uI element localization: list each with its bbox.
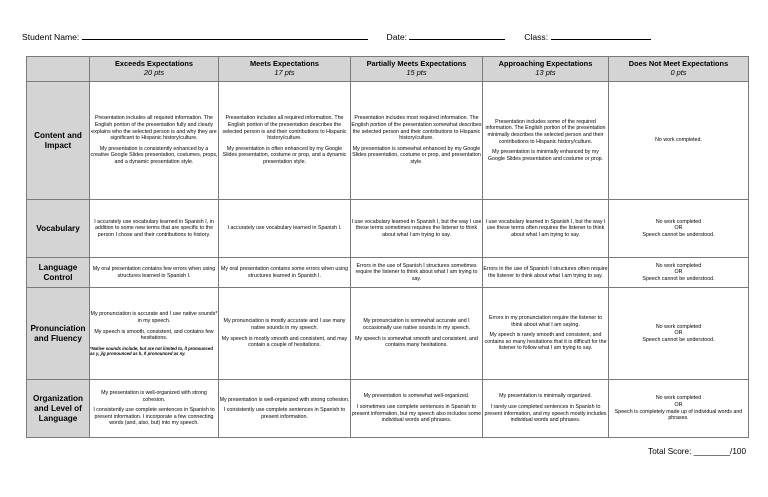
rubric-row bbox=[27, 288, 749, 380]
cell-approaching bbox=[483, 200, 609, 258]
cell-text: Presentation includes all required information. The English portion of the presentation fully and clearly explains who the selected person is and why they are significant to Hispanic history/culture. bbox=[91, 115, 217, 142]
cell-text: I consistently use complete sentences in Spanish to present information. I incorporate a few connecting words (and, also, but) into my speech. bbox=[93, 407, 215, 427]
cell-partially-meets bbox=[351, 200, 483, 258]
cell-text: I accurately use vocabulary learned in Spanish I, in addition to some new terms that are specific to the person I chose and their contributions to history. bbox=[94, 218, 214, 238]
cell-text: My presentation is well-organized with strong cohesion. bbox=[219, 396, 350, 403]
cell-text: I consistently use complete sentences in Spanish to present information. bbox=[223, 407, 346, 420]
cell-partially-meets bbox=[351, 288, 483, 380]
rubric-header-row bbox=[27, 57, 749, 82]
cell-exceeds bbox=[90, 200, 219, 258]
cell-text: I sometimes use complete sentences in Spanish to present information, but my speech also includes some individual words and phrases. bbox=[351, 403, 482, 424]
cell-text: My speech is mostly smooth and consistent, and may contain a couple of hesitations. bbox=[221, 335, 348, 349]
cell-text: No work completed. bbox=[655, 137, 702, 144]
cell-does-not-meet bbox=[609, 82, 749, 200]
class-label: Class: bbox=[524, 32, 549, 42]
cell-text: My presentation is well-organized with strong cohesion. bbox=[101, 390, 207, 403]
cell-text: Errors in the use of Spanish I structures often require the listener to think about what I am trying to say. bbox=[483, 265, 608, 279]
rubric-row bbox=[27, 82, 749, 200]
cell-text: My presentation is minimally enhanced by my Google Slides presentation and costume or prop. bbox=[487, 149, 604, 162]
date-field[interactable] bbox=[409, 31, 505, 40]
cell-exceeds bbox=[90, 288, 219, 380]
rubric-row bbox=[27, 380, 749, 438]
cell-text: Presentation includes some of the required information. The English portion of the presentation minimally describes the selected person and their contributions to Hispanic history/culture. bbox=[485, 118, 606, 145]
cell-approaching bbox=[483, 258, 609, 288]
cell-text: Speech cannot be understood. bbox=[642, 275, 715, 282]
cell-text: Presentation includes all required information. The English portion of the presentation describes the selected person is and their contributions to Hispanic history/culture. bbox=[222, 115, 347, 142]
footnote: *Native sounds include, but are not limited to, ll pronounced as y, j/g pronounced as h, ñ pronounced as ny. bbox=[90, 345, 213, 356]
cell-text: No work completed bbox=[655, 218, 702, 225]
cell-exceeds bbox=[90, 380, 219, 438]
cell-exceeds bbox=[90, 82, 219, 200]
cell-text: I accurately use vocabulary learned in Spanish I. bbox=[227, 225, 342, 232]
cell-text: My presentation is often enhanced by my Google Slides presentation, costume or prop, and a dynamic presentation style. bbox=[222, 145, 347, 165]
cell-text: My speech is rarely smooth and consistent, and contains so many hesitations that it is difficult for the listener to follow what I am trying to say. bbox=[484, 332, 607, 352]
cell-partially-meets bbox=[351, 258, 483, 288]
student-header bbox=[22, 31, 651, 42]
cell-meets bbox=[219, 258, 351, 288]
col-header-meets: Meets Expectations 17 pts bbox=[219, 57, 351, 82]
cell-text: No work completed bbox=[655, 262, 702, 269]
cell-text: My speech is somewhat smooth and consistent, and contains many hesitations. bbox=[355, 335, 478, 349]
row-header: Content and Impact bbox=[27, 82, 90, 200]
date-label: Date: bbox=[386, 32, 408, 42]
row-header: Language Control bbox=[27, 258, 90, 288]
cell-approaching bbox=[483, 82, 609, 200]
cell-text: No work completed bbox=[655, 323, 702, 330]
cell-does-not-meet bbox=[609, 380, 749, 438]
total-score: Total Score: ________/100 bbox=[648, 447, 746, 456]
cell-approaching bbox=[483, 288, 609, 380]
cell-text: My oral presentation contains few errors when using structures learned in Spanish I. bbox=[92, 265, 216, 279]
cell-text: OR bbox=[674, 401, 683, 408]
cell-text: My pronunciation is accurate and I use native sounds* in my speech. bbox=[90, 311, 218, 324]
col-header-partially-meets: Partially Meets Expectations 15 pts bbox=[351, 57, 483, 82]
cell-meets bbox=[219, 200, 351, 258]
cell-meets bbox=[219, 380, 351, 438]
cell-meets bbox=[219, 82, 351, 200]
cell-text: My presentation is somewhat enhanced by my Google Slides presentation, costume or prop, and presentation style. bbox=[352, 145, 481, 165]
cell-does-not-meet bbox=[609, 258, 749, 288]
rubric-row bbox=[27, 258, 749, 288]
col-header-exceeds: Exceeds Expectations 20 pts bbox=[90, 57, 219, 82]
cell-does-not-meet bbox=[609, 288, 749, 380]
rubric-row bbox=[27, 200, 749, 258]
cell-text: Errors in my pronunciation require the listener to think about what I am saying. bbox=[488, 315, 603, 328]
cell-text: My oral presentation contains some errors when using structures learned in Spanish I. bbox=[220, 265, 349, 279]
class-field[interactable] bbox=[551, 31, 651, 40]
cell-text: My presentation is consistently enhanced by a creative Google Slides presentation, costumes, props, and a dynamic presentation style. bbox=[90, 145, 218, 165]
cell-text: Speech is completely made up of individual words and phrases. bbox=[614, 408, 743, 422]
cell-does-not-meet bbox=[609, 200, 749, 258]
cell-exceeds bbox=[90, 258, 219, 288]
cell-text: My speech is smooth, consistent, and contains few hesitations. bbox=[94, 328, 214, 342]
row-header: Pronunciation and Fluency bbox=[27, 288, 90, 380]
cell-text: OR bbox=[674, 225, 683, 232]
cell-text: I use vocabulary learned in Spanish I, but the way I use these terms often requires the listener to think about what I am trying to say. bbox=[485, 218, 606, 238]
cell-text: No work completed bbox=[655, 395, 702, 402]
col-header-approaching: Approaching Expectations 13 pts bbox=[483, 57, 609, 82]
cell-text: My pronunciation is somewhat accurate and I occasionally use native sounds in my speech. bbox=[362, 318, 471, 331]
col-header-does-not-meet: Does Not Meet Expectations 0 pts bbox=[609, 57, 749, 82]
cell-text: My presentation is minimally organized. bbox=[499, 393, 592, 400]
row-header: Vocabulary bbox=[27, 200, 90, 258]
student-name-label: Student Name: bbox=[22, 32, 80, 42]
cell-text: My pronunciation is mostly accurate and I use many native sounds in my speech. bbox=[223, 318, 346, 331]
cell-partially-meets bbox=[351, 380, 483, 438]
rubric-table bbox=[26, 56, 749, 438]
cell-text: OR bbox=[674, 269, 683, 276]
cell-text: My presentation is somewhat well-organized. bbox=[363, 393, 470, 400]
cell-text: OR bbox=[674, 330, 683, 337]
cell-text: Errors in the use of Spanish I structures sometimes require the listener to think about what I am trying to say. bbox=[355, 262, 478, 282]
row-header: Organization and Level of Language bbox=[27, 380, 90, 438]
cell-partially-meets bbox=[351, 82, 483, 200]
cell-approaching bbox=[483, 380, 609, 438]
cell-text: I use vocabulary learned in Spanish I, but the way I use these terms sometimes requires the listener to think about what I am trying to say. bbox=[351, 218, 482, 238]
student-name-field[interactable] bbox=[82, 31, 368, 40]
cell-meets bbox=[219, 288, 351, 380]
cell-text: I rarely use completed sentences in Spanish to present information, and my speech mostly includes individual words and phrases. bbox=[484, 403, 607, 424]
cell-text: Speech cannot be understood. bbox=[642, 336, 715, 343]
corner-cell bbox=[27, 57, 90, 82]
cell-text: Presentation includes most required information. The English portion of the presentation somewhat describes the selected person and their contributions to Hispanic history/culture. bbox=[351, 115, 482, 142]
cell-text: Speech cannot be understood. bbox=[642, 231, 715, 238]
